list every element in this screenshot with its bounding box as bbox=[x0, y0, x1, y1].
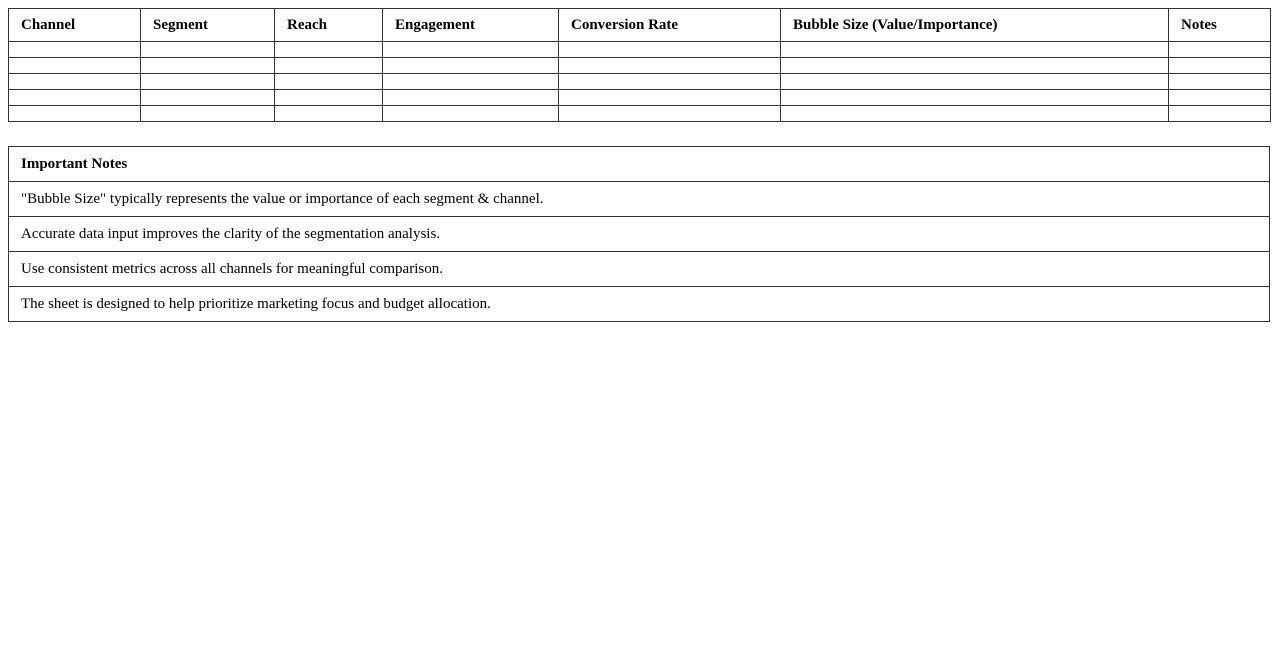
note-text: "Bubble Size" typically represents the value or importance of each segment & channel. bbox=[9, 182, 1270, 217]
table-cell[interactable] bbox=[1169, 106, 1271, 122]
list-item bbox=[9, 287, 1270, 322]
table-cell[interactable] bbox=[559, 58, 781, 74]
table-cell[interactable] bbox=[781, 90, 1169, 106]
notes-title: Important Notes bbox=[9, 147, 1270, 182]
column-header-conversion-rate[interactable]: Conversion Rate bbox=[559, 9, 781, 42]
notes-header-row bbox=[9, 147, 1270, 182]
table-cell[interactable] bbox=[141, 42, 275, 58]
table-cell[interactable] bbox=[781, 58, 1169, 74]
list-item bbox=[9, 252, 1270, 287]
table-cell[interactable] bbox=[9, 106, 141, 122]
table-cell[interactable] bbox=[383, 58, 559, 74]
table-cell[interactable] bbox=[141, 58, 275, 74]
table-row bbox=[9, 90, 1271, 106]
table-cell[interactable] bbox=[9, 42, 141, 58]
table-cell[interactable] bbox=[1169, 42, 1271, 58]
column-header-bubble-size[interactable]: Bubble Size (Value/Importance) bbox=[781, 9, 1169, 42]
important-notes-table bbox=[8, 146, 1270, 322]
column-header-notes[interactable]: Notes bbox=[1169, 9, 1271, 42]
table-cell[interactable] bbox=[141, 74, 275, 90]
table-row bbox=[9, 74, 1271, 90]
table-cell[interactable] bbox=[559, 74, 781, 90]
note-text: Use consistent metrics across all channels for meaningful comparison. bbox=[9, 252, 1270, 287]
table-cell[interactable] bbox=[141, 90, 275, 106]
table-cell[interactable] bbox=[275, 106, 383, 122]
table-cell[interactable] bbox=[275, 42, 383, 58]
table-row bbox=[9, 42, 1271, 58]
table-row bbox=[9, 106, 1271, 122]
column-header-channel[interactable]: Channel bbox=[9, 9, 141, 42]
spreadsheet-sheet bbox=[8, 8, 1270, 322]
table-cell[interactable] bbox=[9, 90, 141, 106]
table-cell[interactable] bbox=[383, 42, 559, 58]
table-cell[interactable] bbox=[383, 106, 559, 122]
table-cell[interactable] bbox=[275, 74, 383, 90]
table-cell[interactable] bbox=[1169, 74, 1271, 90]
table-cell[interactable] bbox=[559, 42, 781, 58]
column-header-reach[interactable]: Reach bbox=[275, 9, 383, 42]
table-cell[interactable] bbox=[9, 74, 141, 90]
table-cell[interactable] bbox=[1169, 90, 1271, 106]
column-header-engagement[interactable]: Engagement bbox=[383, 9, 559, 42]
table-row bbox=[9, 58, 1271, 74]
table-cell[interactable] bbox=[275, 58, 383, 74]
table-cell[interactable] bbox=[1169, 58, 1271, 74]
table-cell[interactable] bbox=[559, 90, 781, 106]
table-cell[interactable] bbox=[383, 74, 559, 90]
table-cell[interactable] bbox=[781, 42, 1169, 58]
table-cell[interactable] bbox=[383, 90, 559, 106]
table-cell[interactable] bbox=[9, 58, 141, 74]
note-text: The sheet is designed to help prioritize marketing focus and budget allocation. bbox=[9, 287, 1270, 322]
table-cell[interactable] bbox=[781, 74, 1169, 90]
header-row bbox=[9, 9, 1271, 42]
note-text: Accurate data input improves the clarity of the segmentation analysis. bbox=[9, 217, 1270, 252]
list-item bbox=[9, 217, 1270, 252]
column-header-segment[interactable]: Segment bbox=[141, 9, 275, 42]
table-cell[interactable] bbox=[781, 106, 1169, 122]
list-item bbox=[9, 182, 1270, 217]
segmentation-data-table bbox=[8, 8, 1271, 122]
table-cell[interactable] bbox=[141, 106, 275, 122]
table-cell[interactable] bbox=[275, 90, 383, 106]
table-cell[interactable] bbox=[559, 106, 781, 122]
